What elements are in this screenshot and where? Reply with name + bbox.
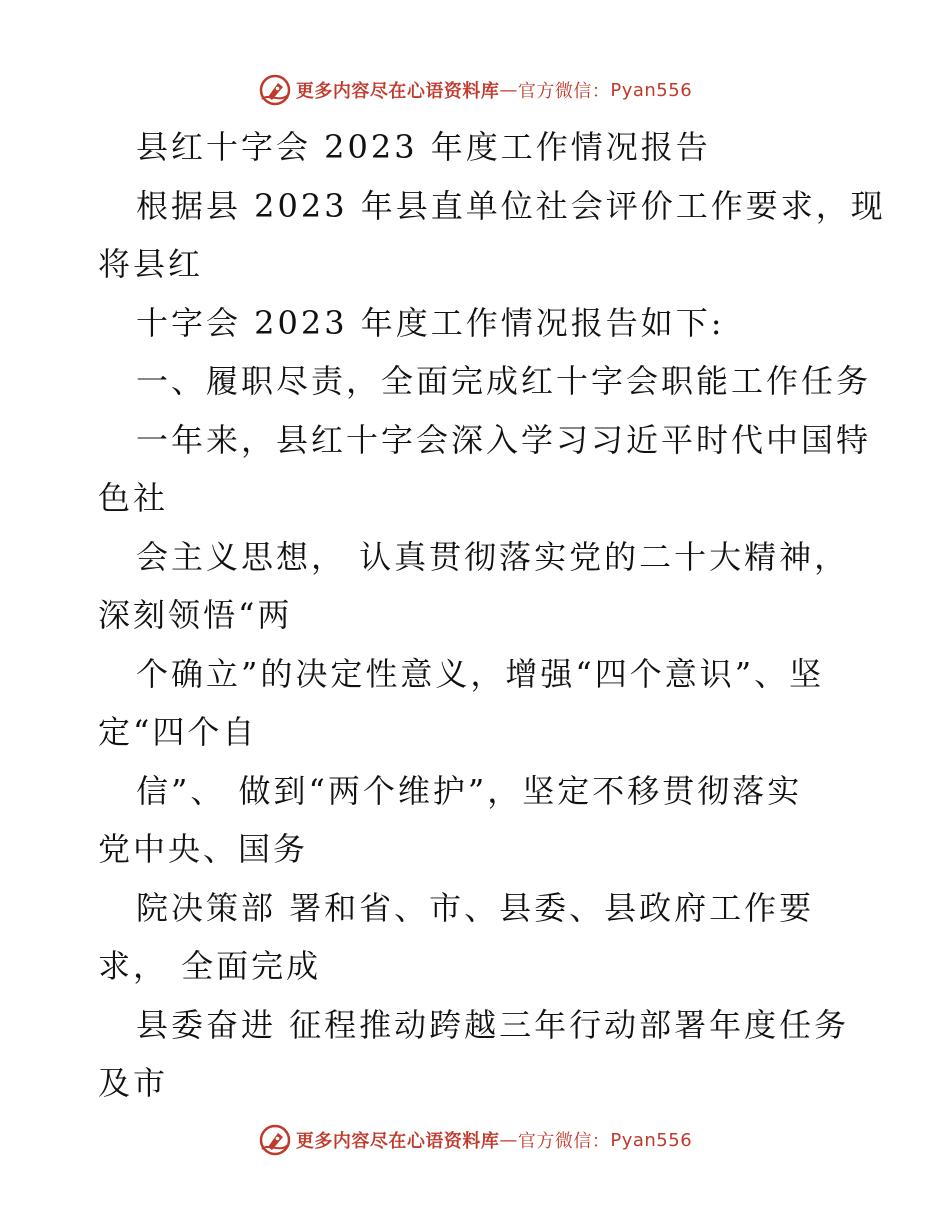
pen-nib-logo-icon	[258, 1123, 292, 1157]
document-line: 及市	[98, 1064, 169, 1102]
document-line: 一、履职尽责，全面完成红十字会职能工作任务	[136, 362, 872, 400]
watermark-wechat-label: 官方微信：	[517, 81, 611, 102]
watermark-wechat-id: Pyan556	[610, 1129, 693, 1151]
watermark-wechat-id: Pyan556	[610, 79, 693, 101]
footer-watermark	[0, 1118, 950, 1162]
document-line: 求， 全面完成	[98, 947, 322, 985]
document-line: 将县红	[98, 245, 204, 283]
document-line: 一年来，县红十字会深入学习习近平时代中国特	[136, 420, 872, 459]
document-line: 根据县 2023 年县直单位社会评价工作要求，现	[136, 186, 886, 225]
document-line: 深刻领悟“两	[98, 596, 293, 634]
watermark-lead-text: 更多内容尽在心语资料库	[295, 1131, 500, 1152]
document-line: 信”、 做到“两个维护”，坚定不移贯彻落实	[136, 771, 803, 810]
document-line: 县红十字会 2023 年度工作情况报告	[136, 128, 711, 166]
watermark-wechat-label: 官方微信：	[517, 1131, 611, 1152]
document-line: 十字会 2023 年度工作情况报告如下:	[136, 303, 725, 342]
document-line: 党中央、国务	[98, 830, 309, 868]
document-line: 会主义思想， 认真贯彻落实党的二十大精神，	[136, 537, 850, 576]
watermark-lead-text: 更多内容尽在心语资料库	[295, 81, 500, 102]
document-body	[98, 118, 886, 1113]
watermark-separator: —	[499, 1129, 518, 1151]
document-line: 个确立”的决定性意义，增强“四个意识”、坚	[136, 654, 825, 693]
document-line: 县委奋进 征程推动跨越三年行动部署年度任务	[136, 1005, 850, 1044]
document-line: 色社	[98, 479, 169, 517]
pen-nib-logo-icon	[258, 73, 292, 107]
header-watermark	[0, 68, 950, 112]
document-line: 院决策部 署和省、市、县委、县政府工作要	[136, 888, 815, 927]
document-line: 定“四个自	[98, 713, 258, 751]
watermark-separator: —	[499, 79, 518, 101]
